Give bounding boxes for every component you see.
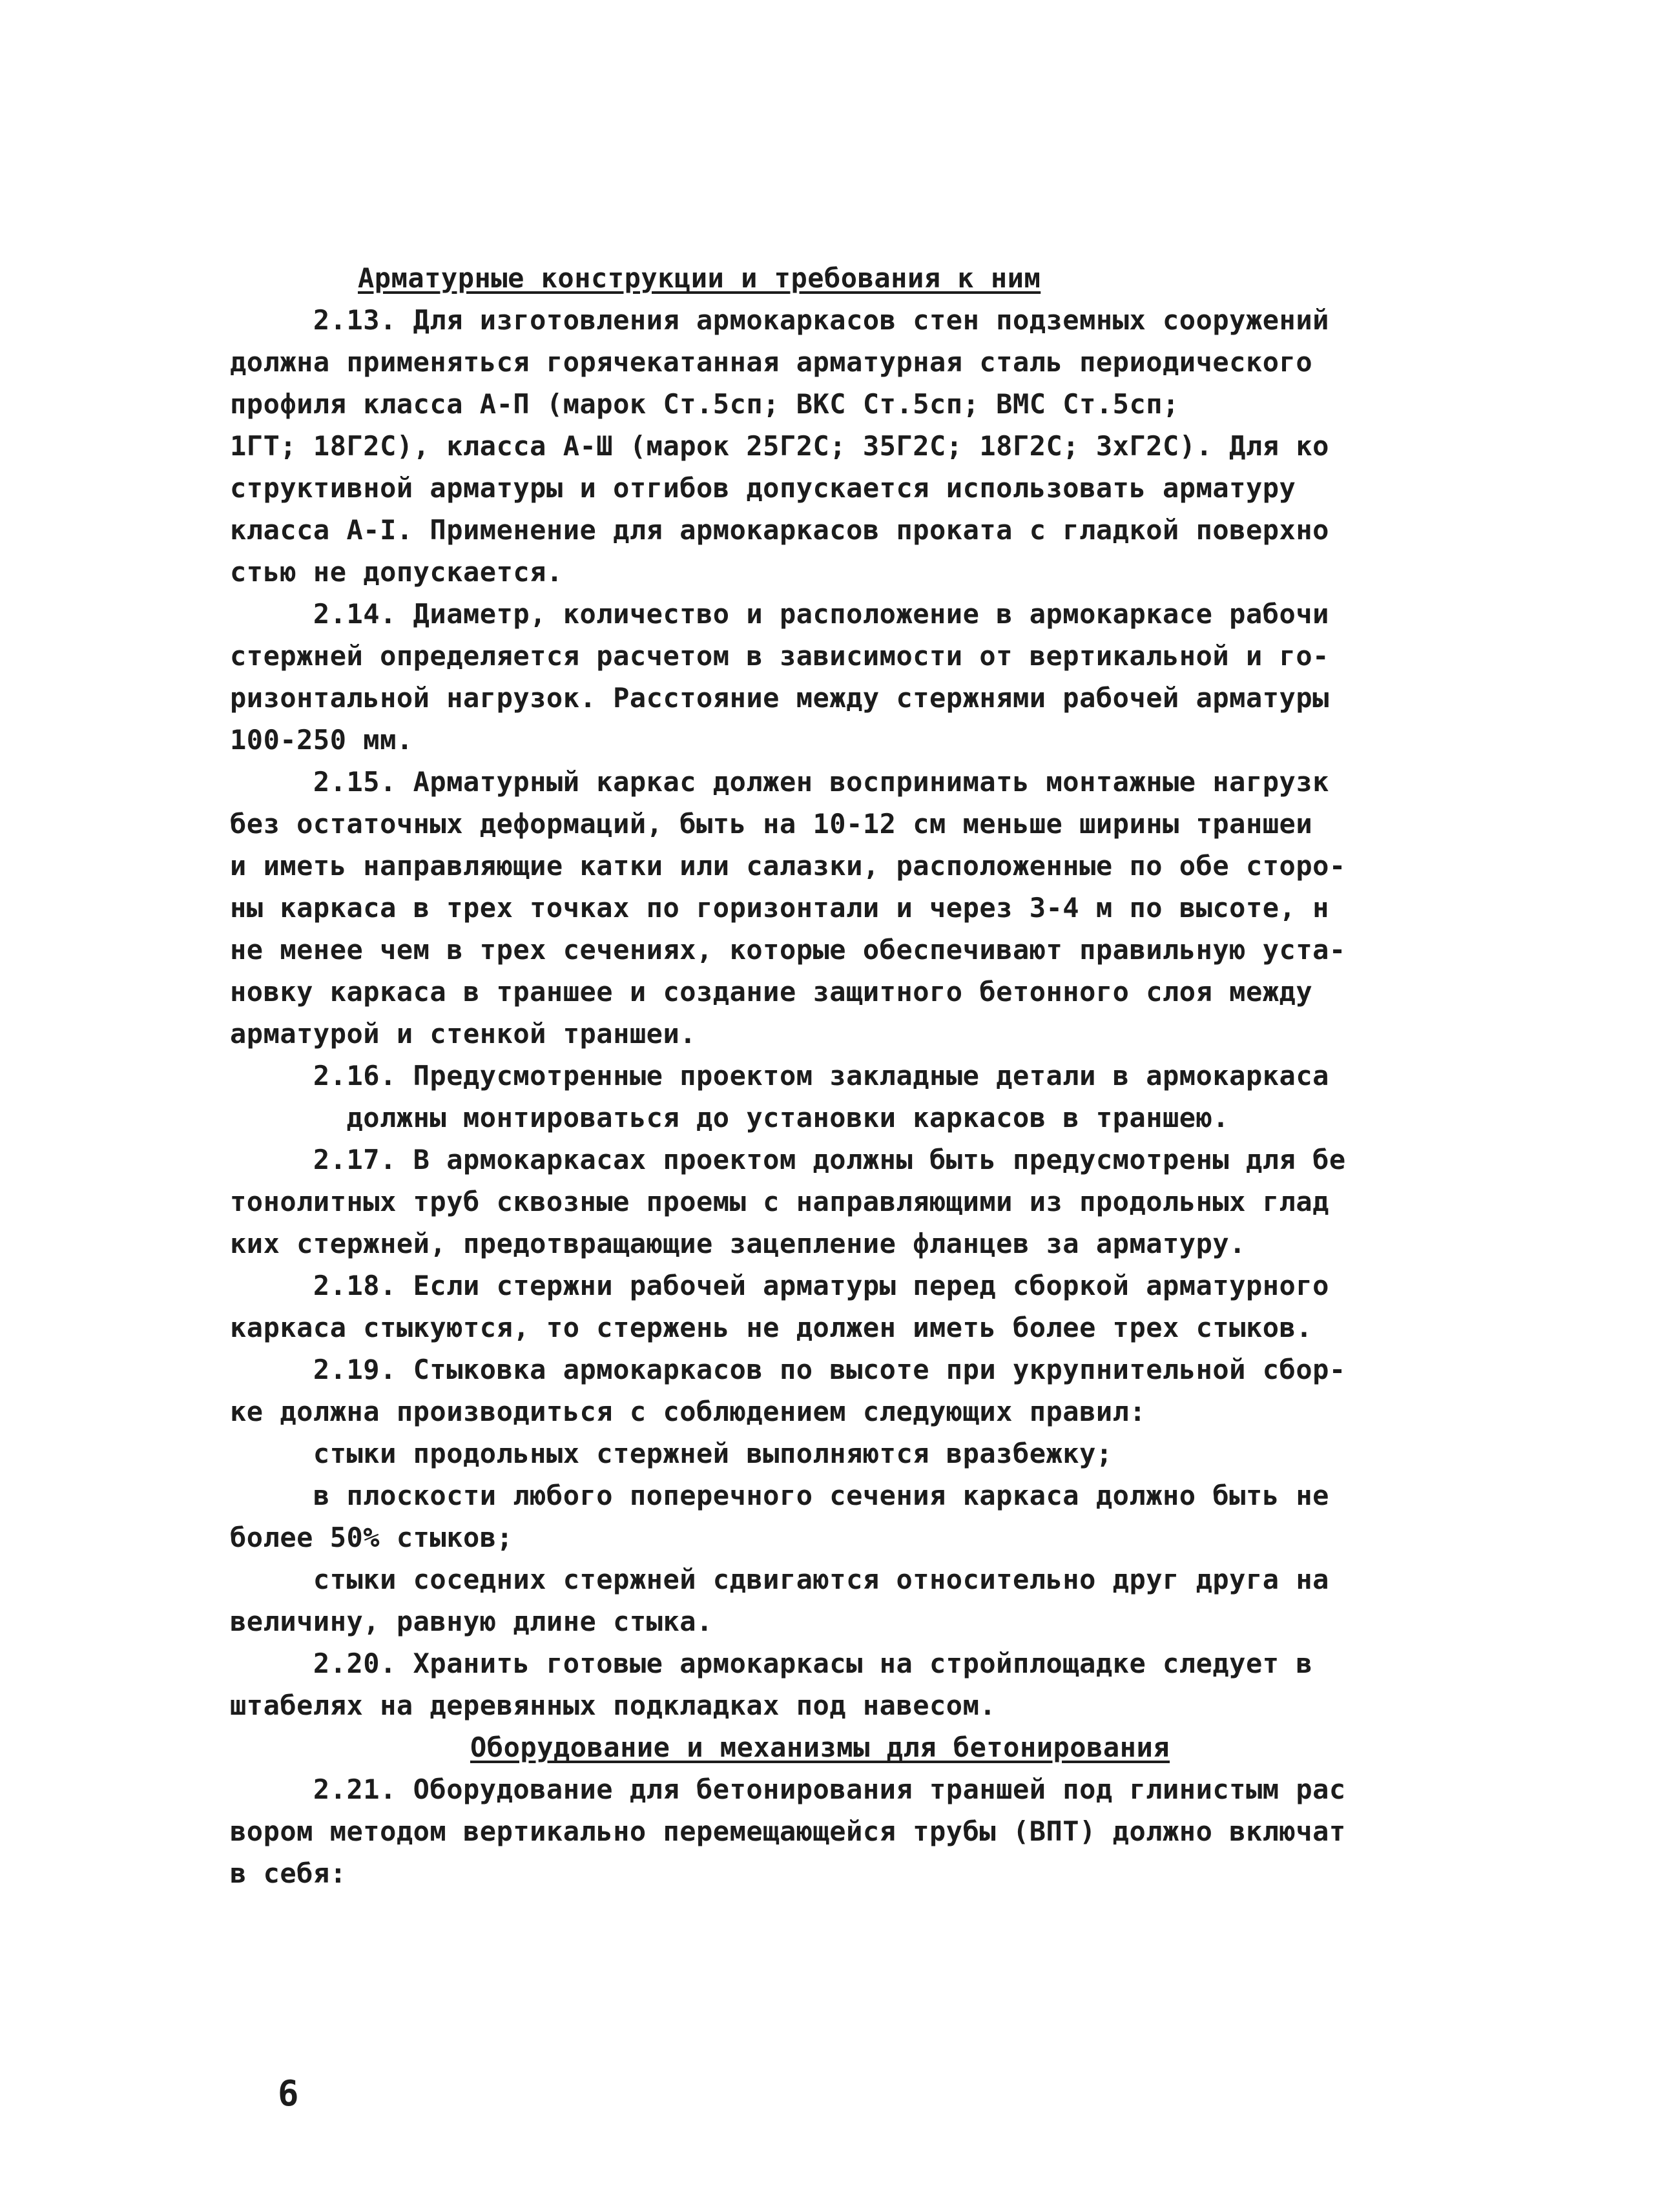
text-line: каркаса стыкуются, то стержень не должен иметь более трех стыков. [230,1312,1313,1343]
text-line: ризонтальной нагрузок. Расстояние между стержнями рабочей арматуры [230,682,1329,714]
text-line: более 50% стыков; [230,1522,513,1553]
text-line: стыки соседних стержней сдвигаются относительно друг друга на [230,1564,1329,1595]
text-line: в плоскости любого поперечного сечения каркаса должно быть не [230,1480,1329,1511]
text-line: 2.14. Диаметр, количество и расположение в армокаркасе рабочи [230,598,1329,630]
text-line: ны каркаса в трех точках по горизонтали и через 3-4 м по высоте, н [230,892,1329,924]
text-line: ке должна производиться с соблюдением следующих правил: [230,1396,1146,1427]
text-line: без остаточных деформаций, быть на 10-12 см меньше ширины траншеи [230,808,1313,840]
text-line: в себя: [230,1857,347,1889]
text-line: профиля класса А-П (марок Ст.5сп; ВКС Ст.5сп; ВМС Ст.5сп; [230,388,1179,420]
text-line: стержней определяется расчетом в зависимости от вертикальной и го- [230,640,1329,672]
text-line: арматурой и стенкой траншеи. [230,1018,697,1049]
text-line: штабелях на деревянных подкладках под навесом. [230,1690,997,1721]
text-line: 2.20. Хранить готовые армокаркасы на стройплощадке следует в [230,1648,1313,1679]
text-line: 2.18. Если стержни рабочей арматуры перед сборкой арматурного [230,1270,1329,1301]
text-line: стью не допускается. [230,556,563,588]
text-line: новку каркаса в траншее и создание защитного бетонного слоя между [230,976,1313,1008]
page-number: 6 [278,2073,299,2114]
text-line: структивной арматуры и отгибов допускается использовать арматуру [230,472,1296,504]
text-line: 2.21. Оборудование для бетонирования траншей под глинистым рас [230,1773,1346,1805]
text-line: 100-250 мм. [230,724,413,756]
page-body [230,257,1412,1894]
text-line: 2.16. Предусмотренные проектом закладные детали в армокаркаса [230,1060,1329,1091]
text-line: 2.17. В армокаркасах проектом должны быть предусмотрены для бе [230,1144,1346,1175]
text-line: ких стержней, предотвращающие зацепление фланцев за арматуру. [230,1228,1246,1259]
section-heading-equipment: Оборудование и механизмы для бетонирования [470,1731,1170,1763]
text-line: должна применяться горячекатанная арматурная сталь периодического [230,346,1313,378]
text-line: и иметь направляющие катки или салазки, расположенные по обе сторо- [230,850,1346,882]
text-line: вором методом вертикально перемещающейся трубы (ВПТ) должно включат [230,1815,1346,1847]
text-line: не менее чем в трех сечениях, которые обеспечивают правильную уста- [230,934,1346,966]
text-line: должны монтироваться до установки каркасов в траншею. [230,1102,1230,1133]
text-line: тонолитных труб сквозные проемы с направляющими из продольных глад [230,1186,1329,1217]
text-line: 2.19. Стыковка армокаркасов по высоте при укрупнительной сбор- [230,1354,1346,1385]
section-heading-reinforcement: Арматурные конструкции и требования к ним [358,262,1041,294]
text-line: 2.15. Арматурный каркас должен воспринимать монтажные нагрузк [230,766,1329,798]
text-line: величину, равную длине стыка. [230,1606,713,1637]
text-line: класса А-I. Применение для армокаркасов проката с гладкой поверхно [230,514,1329,546]
text-line: стыки продольных стержней выполняются вразбежку; [230,1438,1113,1469]
text-line: 1ГТ; 18Г2С), класса А-Ш (марок 25Г2С; 35Г2С; 18Г2С; 3хГ2С). Для ко [230,430,1329,462]
text-line: 2.13. Для изготовления армокаркасов стен подземных сооружений [230,304,1329,336]
